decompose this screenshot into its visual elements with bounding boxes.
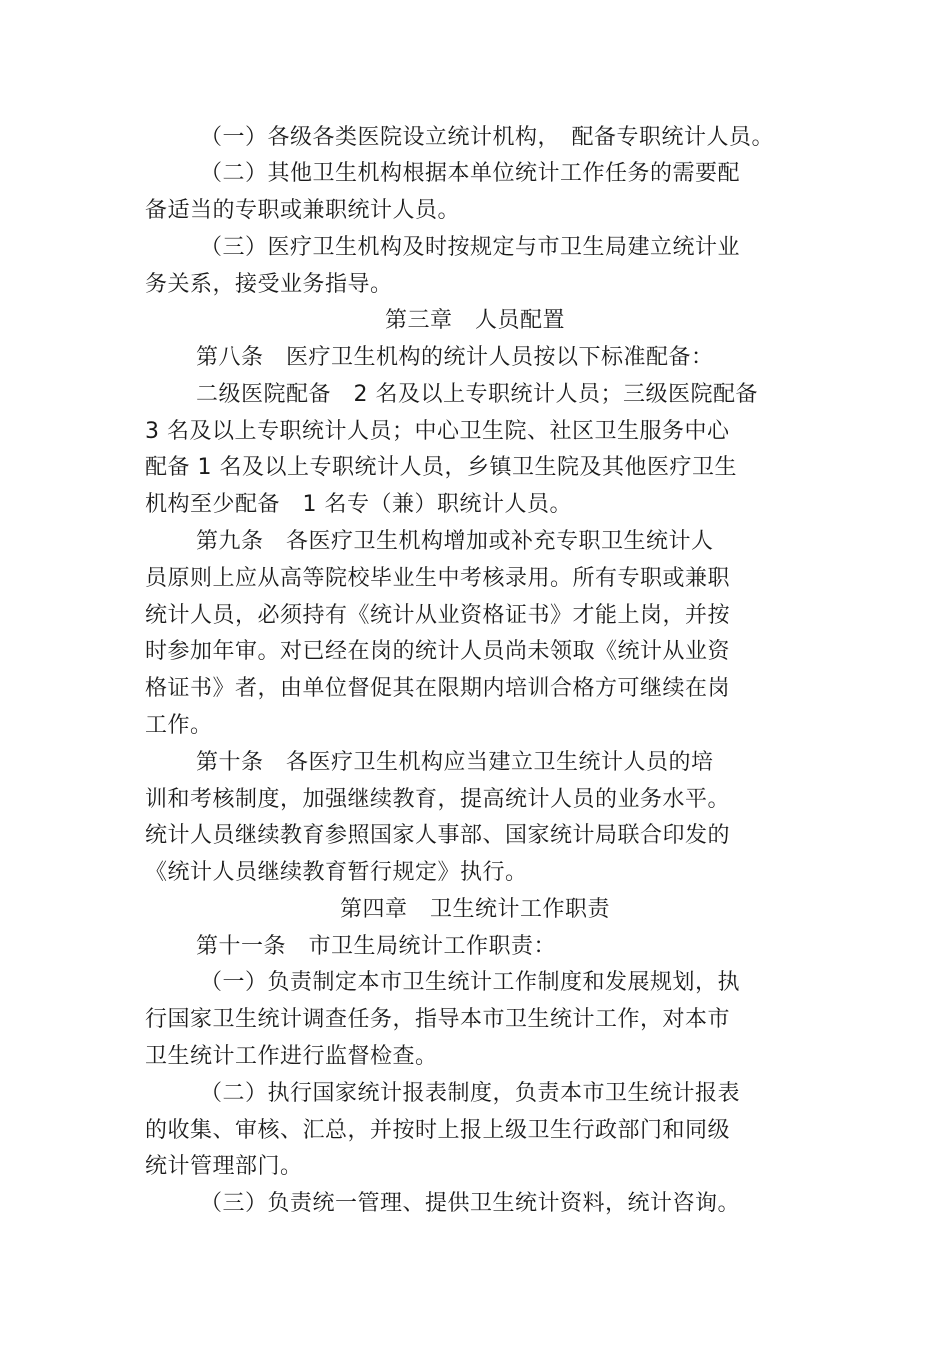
chapter-heading: 第三章 人员配置 [384, 308, 565, 333]
text-line: 统计人员继续教育参照国家人事部、国家统计局联合印发的 [145, 823, 731, 848]
text-line: 备适当的专职或兼职统计人员。 [145, 198, 461, 223]
text-line: （三）负责统一管理、提供卫生统计资料，统计咨询。 [200, 1191, 741, 1216]
text-line: 卫生统计工作进行监督检查。 [145, 1044, 438, 1069]
text-line: 员原则上应从高等院校毕业生中考核录用。所有专职或兼职 [145, 566, 731, 591]
text-line: 的收集、审核、汇总，并按时上报上级卫生行政部门和同级 [145, 1118, 731, 1143]
text-line: （一）负责制定本市卫生统计工作制度和发展规划，执 [200, 970, 741, 995]
text-line: 机构至少配备 1 名专（兼）职统计人员。 [145, 492, 572, 517]
article-line: 第十条 各医疗卫生机构应当建立卫生统计人员的培 [196, 750, 714, 775]
text-line: 务关系，接受业务指导。 [145, 272, 393, 297]
article-line: 第八条 医疗卫生机构的统计人员按以下标准配备： [196, 345, 714, 370]
text-line: 工作。 [145, 713, 213, 738]
text-line: 训和考核制度，加强继续教育，提高统计人员的业务水平。 [145, 787, 731, 812]
text-line: 配备 1 名及以上专职统计人员，乡镇卫生院及其他医疗卫生 [145, 455, 737, 480]
article-line: 第九条 各医疗卫生机构增加或补充专职卫生统计人 [196, 529, 714, 554]
text-line: 格证书》者，由单位督促其在限期内培训合格方可继续在岗 [145, 676, 731, 701]
text-line: 3 名及以上专职统计人员；中心卫生院、社区卫生服务中心 [145, 419, 730, 444]
text-line: （二）执行国家统计报表制度，负责本市卫生统计报表 [200, 1081, 741, 1106]
text-line: 统计人员，必须持有《统计从业资格证书》才能上岗，并按 [145, 603, 731, 628]
text-line: （二）其他卫生机构根据本单位统计工作任务的需要配 [200, 161, 741, 186]
text-line: 行国家卫生统计调查任务，指导本市卫生统计工作，对本市 [145, 1007, 731, 1032]
article-line: 第十一条 市卫生局统计工作职责： [196, 934, 557, 959]
text-line: 《统计人员继续教育暂行规定》执行。 [145, 860, 528, 885]
text-line: （三）医疗卫生机构及时按规定与市卫生局建立统计业 [200, 235, 741, 260]
text-line: 二级医院配备 2 名及以上专职统计人员；三级医院配备 [196, 382, 758, 407]
text-line: （一）各级各类医院设立统计机构， 配备专职统计人员。 [200, 125, 775, 150]
chapter-heading: 第四章 卫生统计工作职责 [339, 897, 610, 922]
text-line: 统计管理部门。 [145, 1154, 303, 1179]
text-line: 时参加年审。对已经在岗的统计人员尚未领取《统计从业资 [145, 639, 731, 664]
